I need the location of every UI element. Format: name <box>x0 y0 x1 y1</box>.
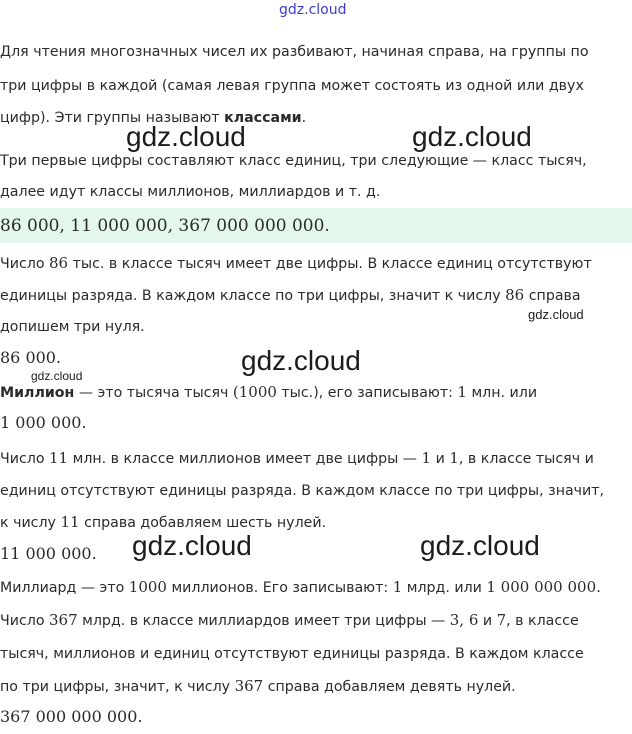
text-span: тыс.), его записывают: <box>276 385 458 401</box>
math-span: (1000 <box>232 383 277 401</box>
math-span: 1 <box>457 383 467 401</box>
math-span: 86 <box>49 254 69 272</box>
watermark-3: gdz.cloud <box>528 307 584 322</box>
text-line-20 <box>0 676 516 697</box>
math-line-16: 11 000 000. <box>0 544 97 563</box>
math-line-21: 367 000 000 000. <box>0 707 143 726</box>
text-span: справа <box>524 288 581 304</box>
watermark-1: gdz.cloud <box>126 121 246 152</box>
math-span: 86 <box>505 286 525 304</box>
watermark-2: gdz.cloud <box>412 121 532 152</box>
math-line-10: 86 000. <box>0 348 62 367</box>
text-span: млн. или <box>466 385 538 401</box>
text-line-19: тысяч, миллионов и единиц отсутствуют единицы разряда. В каждом классе <box>0 646 584 662</box>
text-span: единицы разряда. В каждом классе по три цифры, значит к числу <box>0 288 506 304</box>
term-classes: классами <box>224 110 302 126</box>
math-line-12: 1 000 000. <box>0 413 87 432</box>
text-span: , в классе тысяч и <box>458 451 594 467</box>
math-span: 11 <box>49 449 69 467</box>
watermark-top: gdz.cloud <box>279 2 347 18</box>
math-span: 1 <box>449 449 459 467</box>
text-line-9: допишем три нуля. <box>0 319 145 335</box>
text-span: млрд. в классе миллиардов имеет три цифры — <box>77 613 450 629</box>
text-span: справа добавляем девять нулей. <box>263 679 516 695</box>
math-span: 1 <box>392 578 403 596</box>
text-span: и <box>431 451 450 467</box>
math-span: 1000 <box>128 578 167 596</box>
text-line-17 <box>0 577 601 598</box>
text-span: Число <box>0 256 50 272</box>
watermark-4: gdz.cloud <box>241 345 361 376</box>
text-span: Миллиард — это <box>0 580 129 596</box>
text-line-13 <box>0 448 594 469</box>
math-span: 3, 6 <box>449 611 479 629</box>
text-line-11 <box>0 382 537 403</box>
math-span: 1 000 000 000. <box>486 578 601 596</box>
text-line-5: далее идут классы миллионов, миллиардов и т. д. <box>0 184 381 200</box>
text-span: млн. в классе миллионов имеет две цифры — <box>68 451 422 467</box>
text-span: . <box>301 110 307 126</box>
math-span: 7 <box>496 611 507 629</box>
text-span: миллионов. Его записывают: <box>166 580 393 596</box>
answer-line: 86 000, 11 000 000, 367 000 000 000. <box>0 216 330 236</box>
watermark-5: gdz.cloud <box>31 369 83 383</box>
text-line-2: три цифры в каждой (самая левая группа может состоять из одной или двух <box>0 78 584 94</box>
text-span: по три цифры, значит, к числу <box>0 679 235 695</box>
text-span: тыс. в классе тысяч имеет две цифры. В классе единиц отсутствуют <box>68 256 592 272</box>
text-span: и <box>478 613 497 629</box>
text-span: — это тысяча тысяч <box>74 385 233 401</box>
watermark-6: gdz.cloud <box>132 530 252 561</box>
text-line-7 <box>0 253 592 274</box>
text-span: , в классе <box>506 613 579 629</box>
math-span: 1 <box>421 449 432 467</box>
term-million: Миллион <box>0 385 75 401</box>
text-line-14: единиц отсутствуют единицы разряда. В каждом классе по три цифры, значит, <box>0 483 605 499</box>
text-span: Число <box>0 613 50 629</box>
math-span: 11 <box>60 513 80 531</box>
text-line-4: Три первые цифры составляют класс единиц, три следующие — класс тысяч, <box>0 153 587 169</box>
text-span: справа добавляем шесть нулей. <box>79 515 327 531</box>
math-span: 367 <box>234 677 264 695</box>
text-line-1: Для чтения многозначных чисел их разбивают, начиная справа, на группы по <box>0 44 589 60</box>
text-span: цифр). Эти группы называют <box>0 110 225 126</box>
text-line-8 <box>0 285 581 306</box>
text-span: Число <box>0 451 50 467</box>
text-line-18 <box>0 610 579 631</box>
text-span: млрд. или <box>402 580 487 596</box>
watermark-7: gdz.cloud <box>420 530 540 561</box>
text-span: к числу <box>0 515 61 531</box>
math-span: 367 <box>49 611 78 629</box>
